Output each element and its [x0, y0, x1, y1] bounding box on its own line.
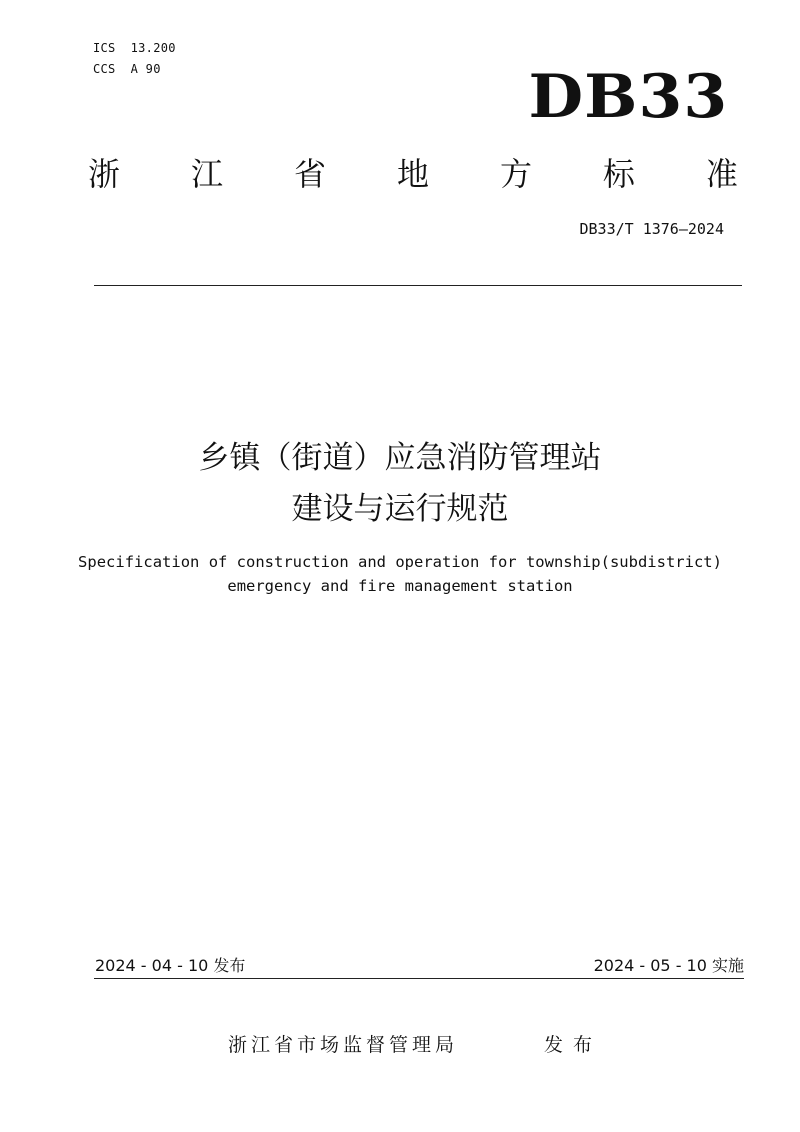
top-divider — [94, 285, 742, 286]
standard-kind-char: 江 — [190, 155, 223, 193]
standard-kind-char: 省 — [293, 155, 326, 193]
publish-label: 发布 — [544, 1034, 603, 1056]
bottom-divider — [94, 978, 744, 979]
db-logo: DB33 — [528, 62, 728, 132]
implementation-date: 2024 - 05 - 10 实施 — [593, 956, 744, 975]
classification-codes — [93, 38, 176, 80]
standard-kind — [88, 152, 738, 196]
publisher-name: 浙江省市场监督管理局 — [228, 1034, 459, 1056]
title-chinese-line-1: 乡镇（街道）应急消防管理站 — [198, 440, 602, 476]
title-chinese-line-2: 建设与运行规范 — [291, 491, 509, 527]
standard-kind-char: 标 — [602, 155, 635, 193]
title-english-line-1: Specification of construction and operation for township(subdistrict) — [78, 553, 722, 571]
standard-kind-char: 方 — [499, 155, 532, 193]
title-english — [0, 550, 800, 598]
standard-kind-char: 浙 — [88, 155, 121, 193]
issue-date: 2024 - 04 - 10 发布 — [95, 956, 246, 975]
title-english-line-2: emergency and fire management station — [227, 577, 573, 595]
ccs-code: CCS A 90 — [93, 62, 161, 76]
standard-number: DB33/T 1376—2024 — [579, 220, 724, 238]
ics-code: ICS 13.200 — [93, 41, 176, 55]
standard-kind-char: 准 — [705, 155, 738, 193]
title-chinese — [0, 433, 800, 535]
standard-kind-char: 地 — [396, 155, 429, 193]
